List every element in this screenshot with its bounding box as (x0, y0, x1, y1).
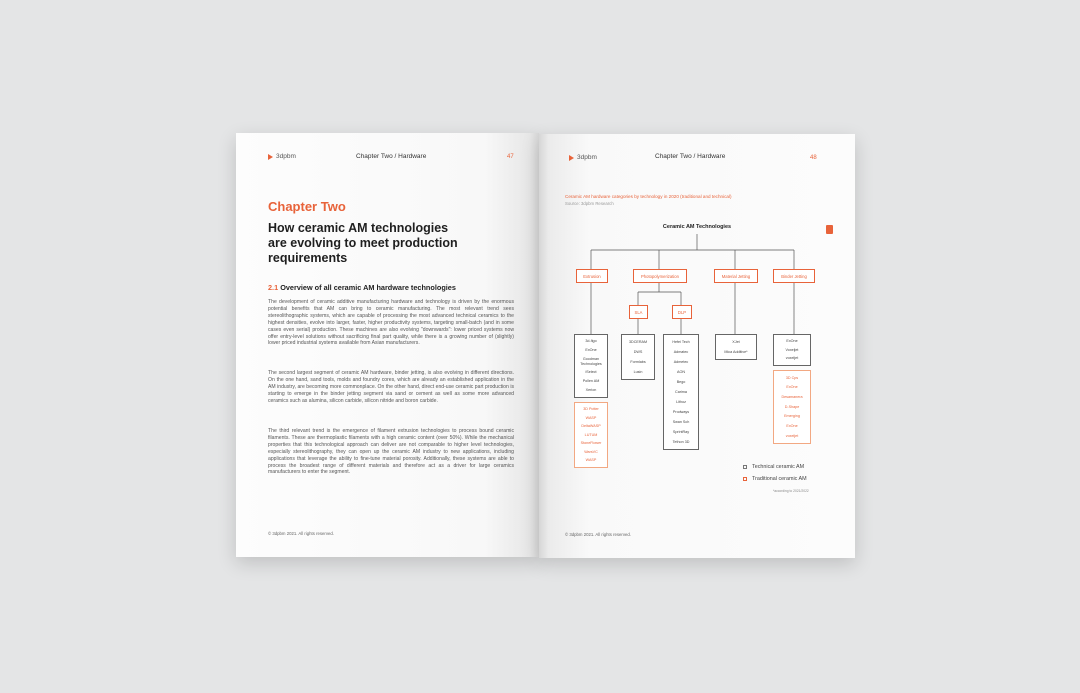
section-title: Overview of all ceramic AM hardware technologies (280, 283, 456, 292)
list-item: Goodman Technologies (580, 357, 602, 366)
chapter-title (268, 221, 508, 266)
list-item: ExOne (786, 339, 798, 344)
subcategory-dlp: DLP (672, 305, 692, 319)
title-line: are evolving to meet production (268, 236, 458, 250)
list-item: Lithoz (676, 399, 686, 404)
paragraph: The development of ceramic additive manufacturing hardware and technology is driven by the enormous potential benefits that AM can bring to ceramic manufacturing. The most relevant trend sees stereolithographic systems, which are capable of processing the most advanced technical ceramics to the highest densities, evolve into larger, faster, higher productivity systems, targeting small-batch (and in some cases even serial) production. These machines are also evolving "downwards": lower priced systems now offer entry-level solutions without sacrificing final part quality, while there is a growing number of (slightly) lower priced industrial systems available from Asian manufacturers. (268, 299, 514, 347)
list-item: Emerging (784, 414, 800, 419)
diagram-root: Ceramic AM Technologies (662, 224, 732, 230)
binder-traditional-list (773, 370, 811, 444)
list-item: Admetec (673, 359, 689, 364)
category-extrusion: Extrusion (576, 269, 608, 283)
logo-text: 3dpbm (276, 153, 296, 160)
list-item: Desamanera (781, 395, 803, 400)
paragraph: The second largest segment of ceramic AM hardware, binder jetting, is also evolving in different directions. On the one hand, sand tools, molds and foundry cores, which are already an established application in the AM industry, are becoming more commonplace. On the other hand, direct end-use ceramic part production is starting to emerge in the binder jetting segment via sand or cement as well as some more advanced ceramics such as alumina, silicon carbide, silicon nitride and boron carbide. (268, 370, 514, 404)
extrusion-technical-list (574, 334, 608, 398)
paragraph: The third relevant trend is the emergence of filament extrusion technologies to process bound ceramic filaments. These are thermoplastic filaments with a high ceramic content (over 50%). While the mechanical properties that this technological approach can deliver are not comparable to higher level technologies, especially stereolithography, they can open up the ceramic AM industry to new applications, including applications that leverage the ability to fine-tune material porosity. Additionally, these systems are able to process the broadest range of different materials and therefore act as a driver for large ceramics manufacturers to enter the segment. (268, 428, 514, 476)
list-item: ExOne (786, 424, 798, 429)
list-item: D-Shape (784, 404, 800, 409)
logo-text: 3dpbm (577, 154, 597, 161)
list-item: Admatec (673, 349, 689, 354)
list-item: Tethon 3D (672, 439, 690, 444)
legend-technical (743, 464, 804, 470)
list-item: StoneFlower (580, 441, 602, 446)
list-item: Voxeljet (785, 347, 799, 352)
figure-caption: Ceramic AM hardware categories by technology in 2020 (traditional and technical) (565, 194, 732, 199)
diagram-footnote: *according to 2021/2022 (773, 489, 809, 493)
list-item: DeltaWASP (581, 424, 601, 429)
title-line: How ceramic AM technologies (268, 221, 449, 235)
left-page (236, 133, 539, 557)
sla-list (621, 334, 655, 380)
legend-square-icon (743, 465, 747, 469)
category-binder-jetting: Binder Jetting (773, 269, 815, 283)
footer: © 3dpbm 2021. All rights reserved. (565, 532, 631, 537)
logo-icon (268, 154, 273, 160)
legend-label: Traditional ceramic AM (752, 476, 807, 482)
list-item: ExOne (585, 348, 597, 353)
dlp-list (663, 334, 699, 450)
list-item: Prodways (672, 409, 690, 414)
list-item: Pollen AM (582, 379, 600, 384)
list-item: WASP (585, 458, 597, 463)
list-item: iSelect (585, 370, 597, 375)
list-item: WarsVC (584, 449, 598, 454)
legend-square-icon (743, 477, 747, 481)
category-material-jetting: Material Jetting (714, 269, 758, 283)
subcategory-sla: SLA (629, 305, 648, 319)
list-item: WASP (585, 415, 597, 420)
list-item: Formlabs (630, 359, 646, 364)
list-item: voxeljet (785, 356, 799, 361)
list-item: Lusin (633, 369, 643, 374)
list-item: Hefei Tech (672, 339, 690, 344)
footer: © 3dpbm 2021. All rights reserved. (268, 531, 334, 536)
list-item: 3d-figo (585, 339, 597, 344)
running-header: Chapter Two / Hardware (655, 153, 726, 160)
list-item: Mica Additive* (724, 349, 748, 354)
list-item: AON (677, 369, 685, 374)
figure-source: Source: 3dpbm Research (565, 201, 614, 206)
left-logo (268, 153, 296, 160)
list-item: XJet (732, 339, 740, 344)
list-item: Carima (675, 389, 687, 394)
list-item: 3D Potter (583, 407, 599, 412)
page-number: 47 (507, 154, 514, 160)
list-item: Bego (676, 379, 686, 384)
extrusion-traditional-list (574, 402, 608, 468)
section-heading (268, 283, 456, 292)
list-item: LUTUM (584, 432, 598, 437)
list-item: SprintRay (672, 429, 690, 434)
legend-label: Technical ceramic AM (752, 464, 805, 470)
section-number: 2.1 (268, 283, 279, 292)
page-number: 48 (810, 155, 817, 161)
legend-traditional (743, 476, 807, 482)
list-item: 3D Cps (785, 375, 799, 380)
material-jetting-list (715, 334, 757, 360)
list-item: ExOne (786, 385, 798, 390)
list-item: Xerion (585, 388, 597, 393)
title-line: requirements (268, 251, 348, 265)
list-item: DWS (633, 349, 643, 354)
list-item: Swan Sch (672, 419, 690, 424)
running-header: Chapter Two / Hardware (356, 153, 427, 160)
right-page (539, 134, 855, 558)
list-item: voxeljet (785, 433, 799, 438)
category-photopolymerization: Photopolymerization (633, 269, 687, 283)
chapter-heading: Chapter Two (268, 199, 346, 214)
binder-technical-list (773, 334, 811, 366)
list-item: 3DCERAM (628, 339, 648, 344)
